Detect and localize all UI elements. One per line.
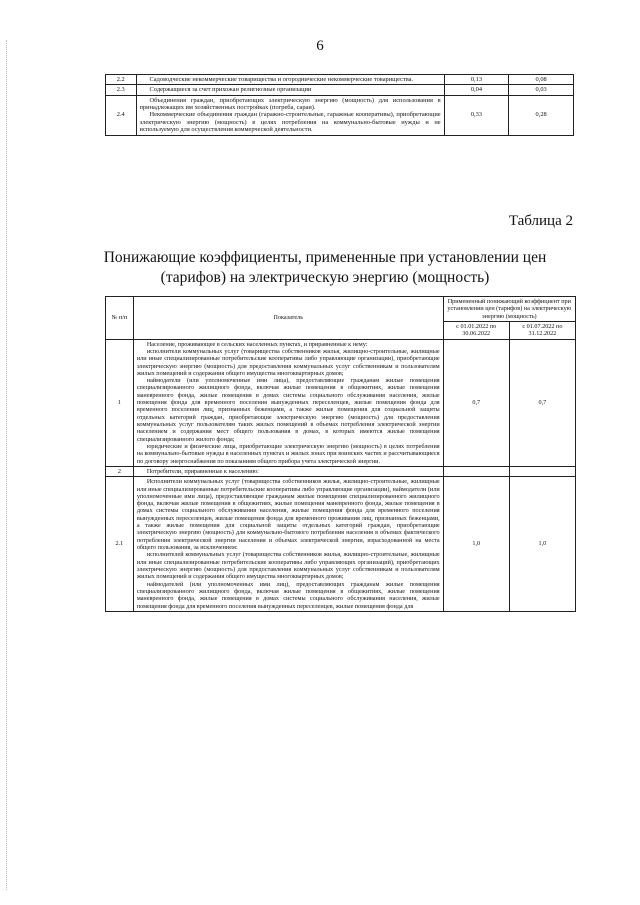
table-continuation <box>105 74 574 136</box>
table-label: Таблица 2 <box>508 213 573 229</box>
value-period-2: 0,7 <box>509 339 575 466</box>
scan-margin <box>6 40 9 890</box>
header-indicator: Показатель <box>133 297 443 340</box>
row-paragraph: юридические и физические лица, приобретающие электрическую энергию (мощность) в целях потребления на коммунально-бытовые нужды в населенных пунктах и жилых зонах при воинских частях и рассчитывающиеся по договору энергоснабжения по показаниям общего прибора учета электрической энергии. <box>136 442 440 465</box>
table-row <box>106 75 574 85</box>
value-period-1: 0,04 <box>444 85 509 95</box>
value-period-2: 0,28 <box>509 95 574 135</box>
value-period-2: 0,08 <box>509 75 574 85</box>
value-period-1: 0,7 <box>443 339 509 466</box>
row-number: 2.3 <box>106 85 137 95</box>
document-heading: Понижающие коэффициенты, примененные при установлении цен (тарифов) на электрическую энергию (мощность) <box>103 249 547 287</box>
row-text <box>133 339 443 466</box>
table-row <box>106 339 576 466</box>
row-paragraph: Объединения граждан, приобретающих электрическую энергию (мощность) для использования в принадлежащих им хозяйственных постройках (погреба, сараи). <box>139 96 441 112</box>
row-number: 2.1 <box>106 477 134 612</box>
coefficients-table <box>105 296 576 612</box>
value-period-1: 0,33 <box>444 95 509 135</box>
header-number: № п/п <box>106 297 134 340</box>
row-text <box>136 95 444 135</box>
header-period-1: с 01.01.2022 по 30.06.2022 <box>443 321 509 339</box>
table-row <box>106 466 576 476</box>
page-number: 6 <box>316 38 324 54</box>
row-text <box>133 466 443 476</box>
value-period-2 <box>509 466 575 476</box>
row-text <box>133 477 443 612</box>
row-paragraph: исполнители коммунальных услуг (товарищества собственников жилья, жилищно-строительные, жилищные или иные специализированные потребительские кооперативы либо управляющие организации), приобретающие электрическую энергию (мощность) для предоставления коммунальных услуг собственникам и пользователям жилых помещений и содержания общего имущества многоквартирных домов; <box>136 347 440 377</box>
row-paragraph: Садоводческие некоммерческие товарищества и огороднические некоммерческие товарищества. <box>149 76 414 83</box>
row-paragraph: Некоммерческие объединения граждан (гаражно-строительные, гаражные кооперативы), приобретающие электрическую энергию (мощность) в целях потребления на коммунально-бытовые нужды и не используемую для осуществления коммерческой деятельности. <box>139 111 441 134</box>
row-number: 1 <box>106 339 134 466</box>
header-period-2: с 01.07.2022 по 31.12.2022 <box>509 321 575 339</box>
value-period-1 <box>443 466 509 476</box>
row-number: 2 <box>106 466 134 476</box>
row-text <box>136 85 444 95</box>
row-paragraph: наймодателей (или уполномоченных ими лиц), предоставляющих гражданам жилые помещения специализированного жилищного фонда, включая жилые помещения в общежитиях, жилые помещения маневренного фонда, жилые помещения в домах системы социального обслуживания населения, жилые помещения фонда для временного поселения вынужденных переселенцев, жилые помещения фонда для <box>136 580 440 610</box>
header-coefficient-group: Примененный понижающий коэффициент при установлении цен (тарифов) на электрическую энергию (мощность) <box>443 297 575 322</box>
row-paragraph: наймодатели (или уполномоченные ими лица), предоставляющие гражданам жилые помещения специализированного жилищного фонда, включая жилые помещения в общежитиях, жилые помещения маневренного фонда, жилые помещения в домах системы социального обслуживания населения, жилые помещения фонда для временного поселения вынужденных переселенцев, жилые помещения фонда для временного поселения лиц, признанных беженцами, а также жилые помещения для социальной защиты отдельных категорий граждан, приобретающие электрическую энергию (мощность) для предоставления коммунальных услуг пользователям таких жилых помещений в объемах потребления электрической энергии населением и содержания мест общего пользования в домах, в которых имеются жилые помещения специализированного жилого фонда; <box>136 377 440 443</box>
table-row <box>106 95 574 135</box>
value-period-2: 0,03 <box>509 85 574 95</box>
row-text <box>136 75 444 85</box>
row-paragraph: Содержащиеся за счет прихожан религиозные организации <box>149 86 312 94</box>
row-number: 2.2 <box>106 75 137 85</box>
row-paragraph: Исполнители коммунальных услуг (товарищества собственников жилья, жилищно-строительные, жилищные или иные специализированные потребительские кооперативы либо управляющие организации), наймодатели (или уполномоченные ими лица), предоставляющие гражданам жилые помещения специализированного жилищного фонда, включая жилые помещения в общежитиях, жилые помещения маневренного фонда, жилые помещения в домах системы социального обслуживания населения, жилые помещения фонда для временного поселения вынужденных переселенцев, жилые помещения фонда для временного проживания лиц, признанных беженцами, а также жилые помещения для социальной защиты отдельных категорий граждан, приобретающие электрическую энергию (мощность) для коммунально-бытового потребления населения в объемах фактического потребления электрической энергии населения и объемах электрической энергии, израсходованной на места общего пользования, за исключением: <box>136 478 440 551</box>
value-period-1: 1,0 <box>443 477 509 612</box>
value-period-1: 0,13 <box>444 75 509 85</box>
table-header-row <box>106 297 576 322</box>
row-paragraph: Потребители, приравненные к населению: <box>146 467 259 475</box>
value-period-2: 1,0 <box>509 477 575 612</box>
row-paragraph: Население, проживающее в сельских населенных пунктах, и приравненные к нему: <box>146 340 368 348</box>
table-row <box>106 85 574 95</box>
row-number: 2.4 <box>106 95 137 135</box>
row-paragraph: исполнителей коммунальных услуг (товарищества собственников жилья, жилищно-строительные, жилищные или иные специализированные потребительские кооперативы либо управляющих организаций), приобретающих электрическую энергию (мощность) для предоставления коммунальных услуг собственникам и пользователям жилых помещений и содержания общего имущества многоквартирных домов; <box>136 551 440 581</box>
table-row <box>106 477 576 612</box>
